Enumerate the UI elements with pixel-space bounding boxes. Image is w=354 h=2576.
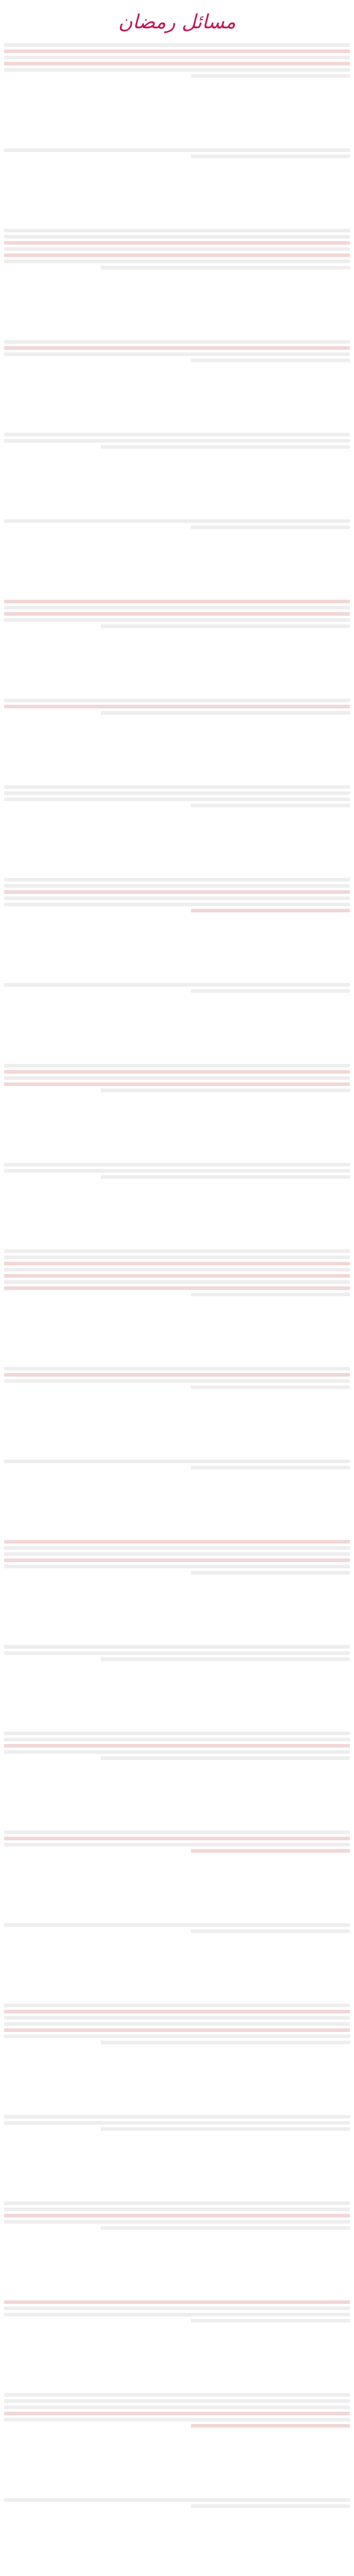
- article-paragraph: [4, 2498, 350, 2508]
- article-paragraph: [4, 785, 350, 807]
- article-paragraph: [4, 519, 350, 529]
- article-paragraph: [4, 340, 350, 362]
- article-paragraph: [4, 1732, 350, 1760]
- article-paragraph: [4, 1064, 350, 1092]
- article-paragraph: [4, 148, 350, 158]
- article-paragraph: [4, 2004, 350, 2044]
- article-paragraph: [4, 43, 350, 78]
- article-paragraph: [4, 1540, 350, 1574]
- article-paragraph: [4, 2300, 350, 2323]
- article-paragraph: [4, 2115, 350, 2131]
- article-paragraph: [4, 1831, 350, 1853]
- article-body: [4, 43, 350, 2576]
- article-paragraph: [4, 699, 350, 715]
- article-paragraph: [4, 229, 350, 269]
- article-paragraph: [4, 1923, 350, 1933]
- article-paragraph: [4, 1163, 350, 1179]
- article-paragraph: [4, 983, 350, 993]
- article-paragraph: [4, 1460, 350, 1469]
- article-paragraph: [4, 600, 350, 628]
- article-paragraph: [4, 433, 350, 449]
- article-paragraph: [4, 878, 350, 912]
- article-paragraph: [4, 2393, 350, 2428]
- article-paragraph: [4, 1249, 350, 1296]
- article-paragraph: [4, 2201, 350, 2230]
- page-title: مسائل رمضان: [118, 10, 236, 33]
- article-paragraph: [4, 1645, 350, 1661]
- article-paragraph: [4, 1367, 350, 1389]
